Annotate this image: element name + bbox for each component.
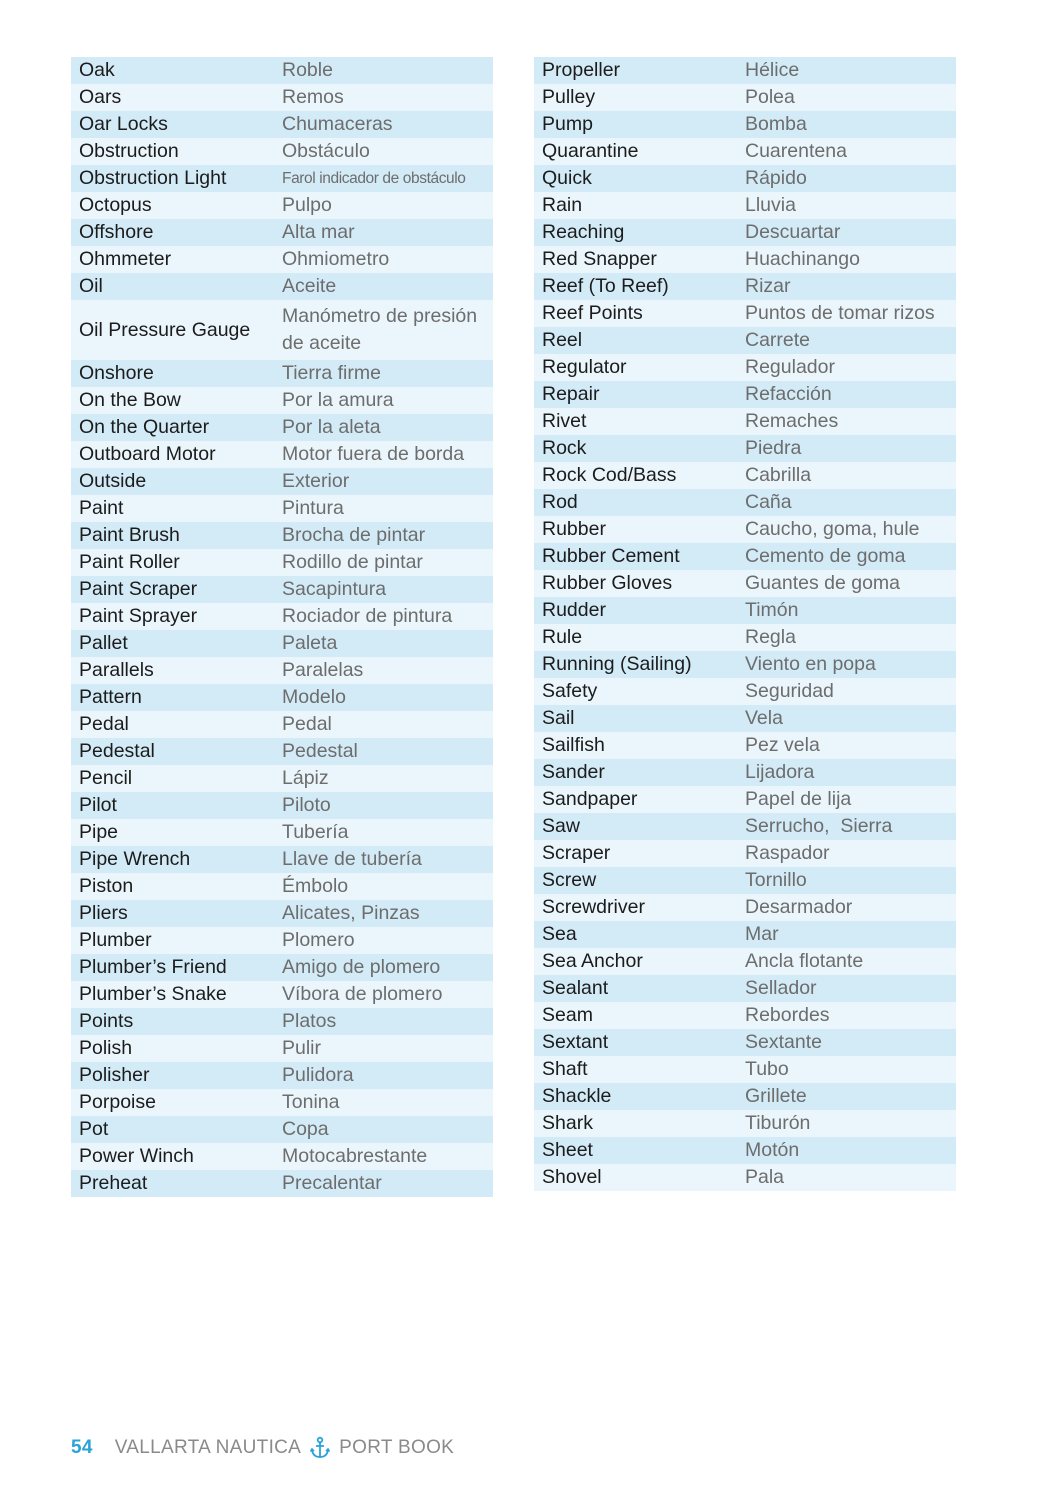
spanish-term: Por la aleta bbox=[282, 416, 381, 438]
spanish-term: Tornillo bbox=[745, 869, 807, 891]
english-term: Repair bbox=[542, 383, 600, 405]
spanish-term: Cabrilla bbox=[745, 464, 812, 486]
english-term: Running (Sailing) bbox=[542, 653, 692, 675]
glossary-row bbox=[534, 678, 956, 705]
english-term: Shackle bbox=[542, 1085, 612, 1107]
spanish-term: Sacapintura bbox=[282, 578, 387, 600]
english-term: Paint bbox=[79, 497, 124, 519]
english-term: Porpoise bbox=[79, 1091, 156, 1113]
glossary-row bbox=[71, 1170, 493, 1197]
english-term: Offshore bbox=[79, 221, 154, 243]
glossary-column-left bbox=[71, 57, 493, 1197]
spanish-term: Puntos de tomar rizos bbox=[745, 302, 935, 324]
english-term: Pattern bbox=[79, 686, 142, 708]
spanish-term: Regla bbox=[745, 626, 796, 648]
english-term: On the Bow bbox=[79, 389, 181, 411]
spanish-term: Vela bbox=[745, 707, 783, 729]
glossary-row bbox=[71, 1035, 493, 1062]
english-term: Rock bbox=[542, 437, 587, 459]
spanish-term: Tierra firme bbox=[282, 362, 381, 384]
spanish-term: Rápido bbox=[745, 167, 807, 189]
spanish-term: Rociador de pintura bbox=[282, 605, 453, 627]
glossary-row bbox=[534, 867, 956, 894]
spanish-term: Bomba bbox=[745, 113, 807, 135]
glossary-row bbox=[71, 603, 493, 630]
spanish-term: Motocabrestante bbox=[282, 1145, 428, 1167]
english-term: Screwdriver bbox=[542, 896, 645, 918]
spanish-term: Raspador bbox=[745, 842, 830, 864]
spanish-term: Regulador bbox=[745, 356, 835, 378]
spanish-term: Mar bbox=[745, 923, 779, 945]
glossary-row bbox=[71, 441, 493, 468]
spanish-term: Pez vela bbox=[745, 734, 820, 756]
glossary-row bbox=[534, 705, 956, 732]
english-term: Sail bbox=[542, 707, 575, 729]
english-term: Sander bbox=[542, 761, 605, 783]
english-term: Rod bbox=[542, 491, 578, 513]
glossary-row bbox=[71, 165, 493, 192]
spanish-term: Lluvia bbox=[745, 194, 796, 216]
english-term: Polish bbox=[79, 1037, 133, 1059]
english-term: Pipe bbox=[79, 821, 119, 843]
spanish-term: Ohmiometro bbox=[282, 248, 390, 270]
english-term: Oars bbox=[79, 86, 122, 108]
english-term: Reef Points bbox=[542, 302, 643, 324]
spanish-term: Roble bbox=[282, 59, 333, 81]
english-term: Saw bbox=[542, 815, 580, 837]
spanish-term: Cuarentena bbox=[745, 140, 847, 162]
glossary-row bbox=[71, 738, 493, 765]
spanish-term: Serrucho, Sierra bbox=[745, 815, 893, 837]
spanish-term: Platos bbox=[282, 1010, 337, 1032]
spanish-term: Grillete bbox=[745, 1085, 807, 1107]
english-term: Paint Roller bbox=[79, 551, 180, 573]
english-term: Quarantine bbox=[542, 140, 639, 162]
english-term: On the Quarter bbox=[79, 416, 210, 438]
spanish-term: Refacción bbox=[745, 383, 832, 405]
spanish-term: Pintura bbox=[282, 497, 344, 519]
spanish-term: Ancla flotante bbox=[745, 950, 864, 972]
spanish-term: Desarmador bbox=[745, 896, 853, 918]
spanish-term: Pala bbox=[745, 1166, 785, 1188]
english-term: Plumber’s Friend bbox=[79, 956, 227, 978]
english-term: Rule bbox=[542, 626, 583, 648]
english-term: Scraper bbox=[542, 842, 611, 864]
spanish-term: Tubo bbox=[745, 1058, 789, 1080]
glossary-row bbox=[71, 1089, 493, 1116]
english-term: Oil bbox=[79, 275, 103, 297]
english-term: Sheet bbox=[542, 1139, 593, 1161]
glossary-row bbox=[71, 522, 493, 549]
glossary-row bbox=[534, 1056, 956, 1083]
spanish-term: Copa bbox=[282, 1118, 329, 1140]
english-term: Sealant bbox=[542, 977, 609, 999]
english-term: Screw bbox=[542, 869, 597, 891]
english-term: Rock Cod/Bass bbox=[542, 464, 677, 486]
spanish-term: Cemento de goma bbox=[745, 545, 906, 567]
glossary-row bbox=[71, 900, 493, 927]
glossary-row bbox=[534, 84, 956, 111]
spanish-term: Viento en popa bbox=[745, 653, 876, 675]
spanish-term: Caña bbox=[745, 491, 792, 513]
glossary-row bbox=[71, 111, 493, 138]
glossary-row bbox=[534, 273, 956, 300]
spanish-term: Timón bbox=[745, 599, 799, 621]
spanish-term: Aceite bbox=[282, 275, 337, 297]
english-term: Shaft bbox=[542, 1058, 588, 1080]
english-term: Reel bbox=[542, 329, 583, 351]
anchor-icon bbox=[309, 1436, 331, 1460]
spanish-term: Huachinango bbox=[745, 248, 860, 270]
glossary-row bbox=[534, 759, 956, 786]
english-term: Plumber bbox=[79, 929, 152, 951]
glossary-row bbox=[534, 543, 956, 570]
spanish-term: Motor fuera de borda bbox=[282, 443, 465, 465]
english-term: Points bbox=[79, 1010, 134, 1032]
glossary-row bbox=[534, 732, 956, 759]
english-term: Sextant bbox=[542, 1031, 609, 1053]
english-term: Onshore bbox=[79, 362, 154, 384]
glossary-row bbox=[534, 462, 956, 489]
glossary-row bbox=[534, 786, 956, 813]
english-term: Outboard Motor bbox=[79, 443, 216, 465]
english-term: Regulator bbox=[542, 356, 627, 378]
english-term: Obstruction bbox=[79, 140, 179, 162]
english-term: Seam bbox=[542, 1004, 593, 1026]
glossary-row bbox=[534, 894, 956, 921]
glossary-row bbox=[71, 219, 493, 246]
english-term: Sailfish bbox=[542, 734, 605, 756]
english-term: Pump bbox=[542, 113, 593, 135]
english-term: Quick bbox=[542, 167, 592, 189]
page-footer bbox=[71, 1436, 454, 1460]
english-term: Obstruction Light bbox=[79, 167, 227, 189]
spanish-term: Piloto bbox=[282, 794, 331, 816]
spanish-term: Guantes de goma bbox=[745, 572, 901, 594]
english-term: Reef (To Reef) bbox=[542, 275, 669, 297]
spanish-term: Alicates, Pinzas bbox=[282, 902, 420, 924]
glossary-row bbox=[71, 414, 493, 441]
english-term: Pedal bbox=[79, 713, 129, 735]
glossary-row bbox=[534, 165, 956, 192]
spanish-term: Por la amura bbox=[282, 389, 394, 411]
spanish-term: Piedra bbox=[745, 437, 802, 459]
english-term: Pedestal bbox=[79, 740, 155, 762]
english-term: Piston bbox=[79, 875, 134, 897]
spanish-term: Chumaceras bbox=[282, 113, 393, 135]
spanish-term: Alta mar bbox=[282, 221, 355, 243]
glossary-row bbox=[534, 1002, 956, 1029]
english-term: Sandpaper bbox=[542, 788, 638, 810]
glossary-row bbox=[71, 765, 493, 792]
glossary-row bbox=[534, 408, 956, 435]
glossary-row bbox=[71, 711, 493, 738]
spanish-term: Rizar bbox=[745, 275, 791, 297]
spanish-term: Polea bbox=[745, 86, 795, 108]
english-term: Paint Scraper bbox=[79, 578, 198, 600]
english-term: Shark bbox=[542, 1112, 593, 1134]
glossary-row bbox=[71, 468, 493, 495]
spanish-term: Lijadora bbox=[745, 761, 815, 783]
glossary-row bbox=[71, 981, 493, 1008]
glossary-row bbox=[71, 657, 493, 684]
spanish-term: Papel de lija bbox=[745, 788, 852, 810]
publication-name: VALLARTA NAUTICA bbox=[114, 1437, 302, 1458]
glossary-row bbox=[534, 219, 956, 246]
glossary-row bbox=[534, 1137, 956, 1164]
glossary-row bbox=[71, 819, 493, 846]
glossary-row bbox=[71, 1008, 493, 1035]
spanish-term: Pulir bbox=[282, 1037, 322, 1059]
spanish-term: Caucho, goma, hule bbox=[745, 518, 920, 540]
glossary-row bbox=[71, 138, 493, 165]
glossary-row bbox=[534, 975, 956, 1002]
glossary-row bbox=[71, 246, 493, 273]
glossary-row bbox=[534, 1083, 956, 1110]
english-term: Red Snapper bbox=[542, 248, 657, 270]
english-term: Rivet bbox=[542, 410, 587, 432]
spanish-term: Obstáculo bbox=[282, 140, 370, 162]
spanish-term: Descuartar bbox=[745, 221, 841, 243]
glossary-row bbox=[71, 684, 493, 711]
spanish-term: Precalentar bbox=[282, 1172, 382, 1194]
english-term: Rudder bbox=[542, 599, 606, 621]
glossary-row bbox=[534, 921, 956, 948]
glossary-row bbox=[71, 549, 493, 576]
spanish-term: Exterior bbox=[282, 470, 350, 492]
english-term: Pipe Wrench bbox=[79, 848, 191, 870]
english-term: Paint Sprayer bbox=[79, 605, 198, 627]
english-term: Parallels bbox=[79, 659, 154, 681]
glossary-row bbox=[71, 1116, 493, 1143]
glossary-row bbox=[71, 273, 493, 300]
english-term: Safety bbox=[542, 680, 598, 702]
spanish-term: Pedestal bbox=[282, 740, 358, 762]
spanish-term: Tiburón bbox=[745, 1112, 811, 1134]
english-term: Pencil bbox=[79, 767, 133, 789]
glossary-row bbox=[534, 624, 956, 651]
english-term: Ohmmeter bbox=[79, 248, 172, 270]
spanish-term: Amigo de plomero bbox=[282, 956, 441, 978]
glossary-row bbox=[71, 846, 493, 873]
spanish-term: Modelo bbox=[282, 686, 346, 708]
english-term: Oar Locks bbox=[79, 113, 168, 135]
glossary-column-right bbox=[534, 57, 956, 1191]
glossary-row bbox=[534, 516, 956, 543]
english-term: Plumber’s Snake bbox=[79, 983, 227, 1005]
english-term: Propeller bbox=[542, 59, 621, 81]
english-term: Paint Brush bbox=[79, 524, 180, 546]
english-term: Outside bbox=[79, 470, 147, 492]
glossary-row bbox=[534, 111, 956, 138]
spanish-term: Seguridad bbox=[745, 680, 834, 702]
page-number: 54 bbox=[71, 1437, 93, 1458]
glossary-row bbox=[534, 597, 956, 624]
glossary-row bbox=[534, 300, 956, 327]
english-term: Sea bbox=[542, 923, 577, 945]
english-term: Oak bbox=[79, 59, 115, 81]
glossary-row bbox=[534, 138, 956, 165]
english-term: Pot bbox=[79, 1118, 109, 1140]
spanish-term: Víbora de plomero bbox=[282, 983, 443, 1005]
english-term: Shovel bbox=[542, 1166, 602, 1188]
spanish-term: Farol indicador de obstáculo bbox=[282, 170, 466, 187]
glossary-row bbox=[534, 570, 956, 597]
spanish-term: Pulidora bbox=[282, 1064, 354, 1086]
glossary-row bbox=[534, 840, 956, 867]
spanish-term: Sextante bbox=[745, 1031, 822, 1053]
glossary-row bbox=[534, 1164, 956, 1191]
spanish-term: Pedal bbox=[282, 713, 332, 735]
spanish-term: Rodillo de pintar bbox=[282, 551, 423, 573]
glossary-row bbox=[71, 1143, 493, 1170]
glossary-row bbox=[71, 873, 493, 900]
glossary-row bbox=[71, 576, 493, 603]
spanish-term: Lápiz bbox=[282, 767, 329, 789]
glossary-row bbox=[534, 651, 956, 678]
spanish-term: Carrete bbox=[745, 329, 811, 351]
spanish-term: Tubería bbox=[282, 821, 349, 843]
spanish-term: Sellador bbox=[745, 977, 817, 999]
english-term: Sea Anchor bbox=[542, 950, 643, 972]
spanish-term: Émbolo bbox=[282, 875, 349, 897]
glossary-row bbox=[71, 84, 493, 111]
english-term: Rain bbox=[542, 194, 583, 216]
english-term: Octopus bbox=[79, 194, 152, 216]
glossary-row bbox=[534, 1110, 956, 1137]
glossary-row bbox=[534, 813, 956, 840]
spanish-term: Remaches bbox=[745, 410, 839, 432]
english-term: Polisher bbox=[79, 1064, 150, 1086]
glossary-row bbox=[71, 300, 493, 360]
glossary-row bbox=[71, 954, 493, 981]
glossary-row bbox=[534, 1029, 956, 1056]
english-term: Oil Pressure Gauge bbox=[79, 318, 251, 341]
glossary-row bbox=[71, 57, 493, 84]
spanish-term: Rebordes bbox=[745, 1004, 830, 1026]
english-term: Pallet bbox=[79, 632, 128, 654]
english-term: Reaching bbox=[542, 221, 625, 243]
spanish-term: Tonina bbox=[282, 1091, 340, 1113]
english-term: Rubber bbox=[542, 518, 606, 540]
glossary-row bbox=[71, 1062, 493, 1089]
english-term: Power Winch bbox=[79, 1145, 194, 1167]
spanish-term: Brocha de pintar bbox=[282, 524, 426, 546]
spanish-term: Manómetro de presión de aceite bbox=[282, 305, 478, 354]
spanish-term: Remos bbox=[282, 86, 344, 108]
spanish-term: Paleta bbox=[282, 632, 338, 654]
glossary-row bbox=[71, 630, 493, 657]
glossary-row bbox=[71, 927, 493, 954]
section-name: PORT BOOK bbox=[339, 1437, 455, 1458]
english-term: Pulley bbox=[542, 86, 596, 108]
spanish-term: Pulpo bbox=[282, 194, 332, 216]
spanish-term: Llave de tubería bbox=[282, 848, 422, 870]
spanish-term: Motón bbox=[745, 1139, 800, 1161]
spanish-term: Paralelas bbox=[282, 659, 364, 681]
english-term: Rubber Cement bbox=[542, 545, 680, 567]
glossary-row bbox=[534, 327, 956, 354]
glossary-row bbox=[71, 792, 493, 819]
glossary-row bbox=[71, 387, 493, 414]
glossary-row bbox=[534, 435, 956, 462]
spanish-term: Hélice bbox=[745, 59, 800, 81]
glossary-row bbox=[534, 381, 956, 408]
glossary-row bbox=[534, 948, 956, 975]
glossary-row bbox=[71, 495, 493, 522]
english-term: Rubber Gloves bbox=[542, 572, 673, 594]
glossary-row bbox=[534, 489, 956, 516]
glossary-row bbox=[534, 192, 956, 219]
spanish-term: Plomero bbox=[282, 929, 355, 951]
glossary-row bbox=[534, 57, 956, 84]
english-term: Preheat bbox=[79, 1172, 148, 1194]
english-term: Pilot bbox=[79, 794, 117, 816]
glossary-row bbox=[534, 246, 956, 273]
glossary-row bbox=[534, 354, 956, 381]
english-term: Pliers bbox=[79, 902, 128, 924]
glossary-row bbox=[71, 360, 493, 387]
glossary-row bbox=[71, 192, 493, 219]
